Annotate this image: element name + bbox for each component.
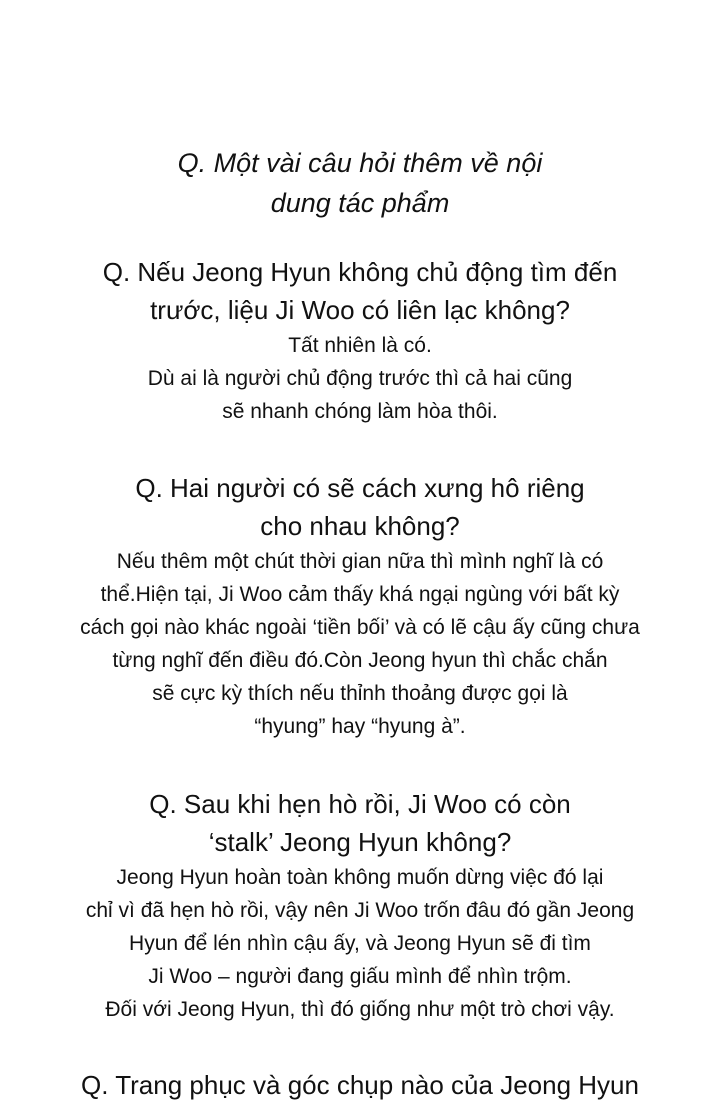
question-heading <box>0 469 720 545</box>
answer-text <box>0 329 720 428</box>
answer-line: Hyun để lén nhìn cậu ấy, và Jeong Hyun sẽ đi tìm <box>129 932 591 955</box>
answer-line: Tất nhiên là có. <box>288 334 432 357</box>
qa-block-4 <box>0 1066 720 1104</box>
answer-line: Đối với Jeong Hyun, thì đó giống như một trò chơi vậy. <box>105 998 615 1021</box>
answer-line: từng nghĩ đến điều đó.Còn Jeong hyun thì chắc chắn <box>112 649 608 672</box>
answer-line: chỉ vì đã hẹn hò rồi, vậy nên Ji Woo trốn đâu đó gần Jeong <box>85 899 635 922</box>
answer-line: Jeong Hyun hoàn toàn không muốn dừng việc đó lại <box>116 866 604 889</box>
answer-line: sẽ nhanh chóng làm hòa thôi. <box>222 400 498 423</box>
question-heading <box>0 253 720 329</box>
answer-line: “hyung” hay “hyung à”. <box>254 715 466 738</box>
answer-line: cách gọi nào khác ngoài ‘tiền bối’ và có lẽ cậu ấy cũng chưa <box>80 616 640 639</box>
section-title <box>0 143 720 223</box>
question-line: ‘stalk’ Jeong Hyun không? <box>208 827 512 857</box>
answer-line: thể.Hiện tại, Ji Woo cảm thấy khá ngại ngùng với bất kỳ <box>100 583 620 606</box>
answer-text <box>0 545 720 743</box>
answer-line: Ji Woo – người đang giấu mình để nhìn trộm. <box>148 965 572 988</box>
section-title-line: dung tác phẩm <box>270 188 450 218</box>
question-line: trước, liệu Ji Woo có liên lạc không? <box>150 295 570 325</box>
question-line: cho nhau không? <box>260 511 460 541</box>
answer-line: Nếu thêm một chút thời gian nữa thì mình nghĩ là có <box>116 550 604 573</box>
qa-block-1 <box>0 253 720 428</box>
question-heading <box>0 1066 720 1104</box>
answer-line: Dù ai là người chủ động trước thì cả hai cũng <box>147 367 573 390</box>
qa-block-2 <box>0 469 720 743</box>
section-title-line: Q. Một vài câu hỏi thêm về nội <box>177 148 543 178</box>
qa-block-3 <box>0 785 720 1026</box>
answer-line: sẽ cực kỳ thích nếu thỉnh thoảng được gọi là <box>152 682 568 705</box>
question-line: Q. Hai người có sẽ cách xưng hô riêng <box>135 473 585 503</box>
question-line: Q. Trang phục và góc chụp nào của Jeong Hyun <box>81 1070 639 1100</box>
question-line: Q. Nếu Jeong Hyun không chủ động tìm đến <box>102 257 618 287</box>
answer-text <box>0 861 720 1026</box>
question-heading <box>0 785 720 861</box>
question-line: Q. Sau khi hẹn hò rồi, Ji Woo có còn <box>149 789 571 819</box>
